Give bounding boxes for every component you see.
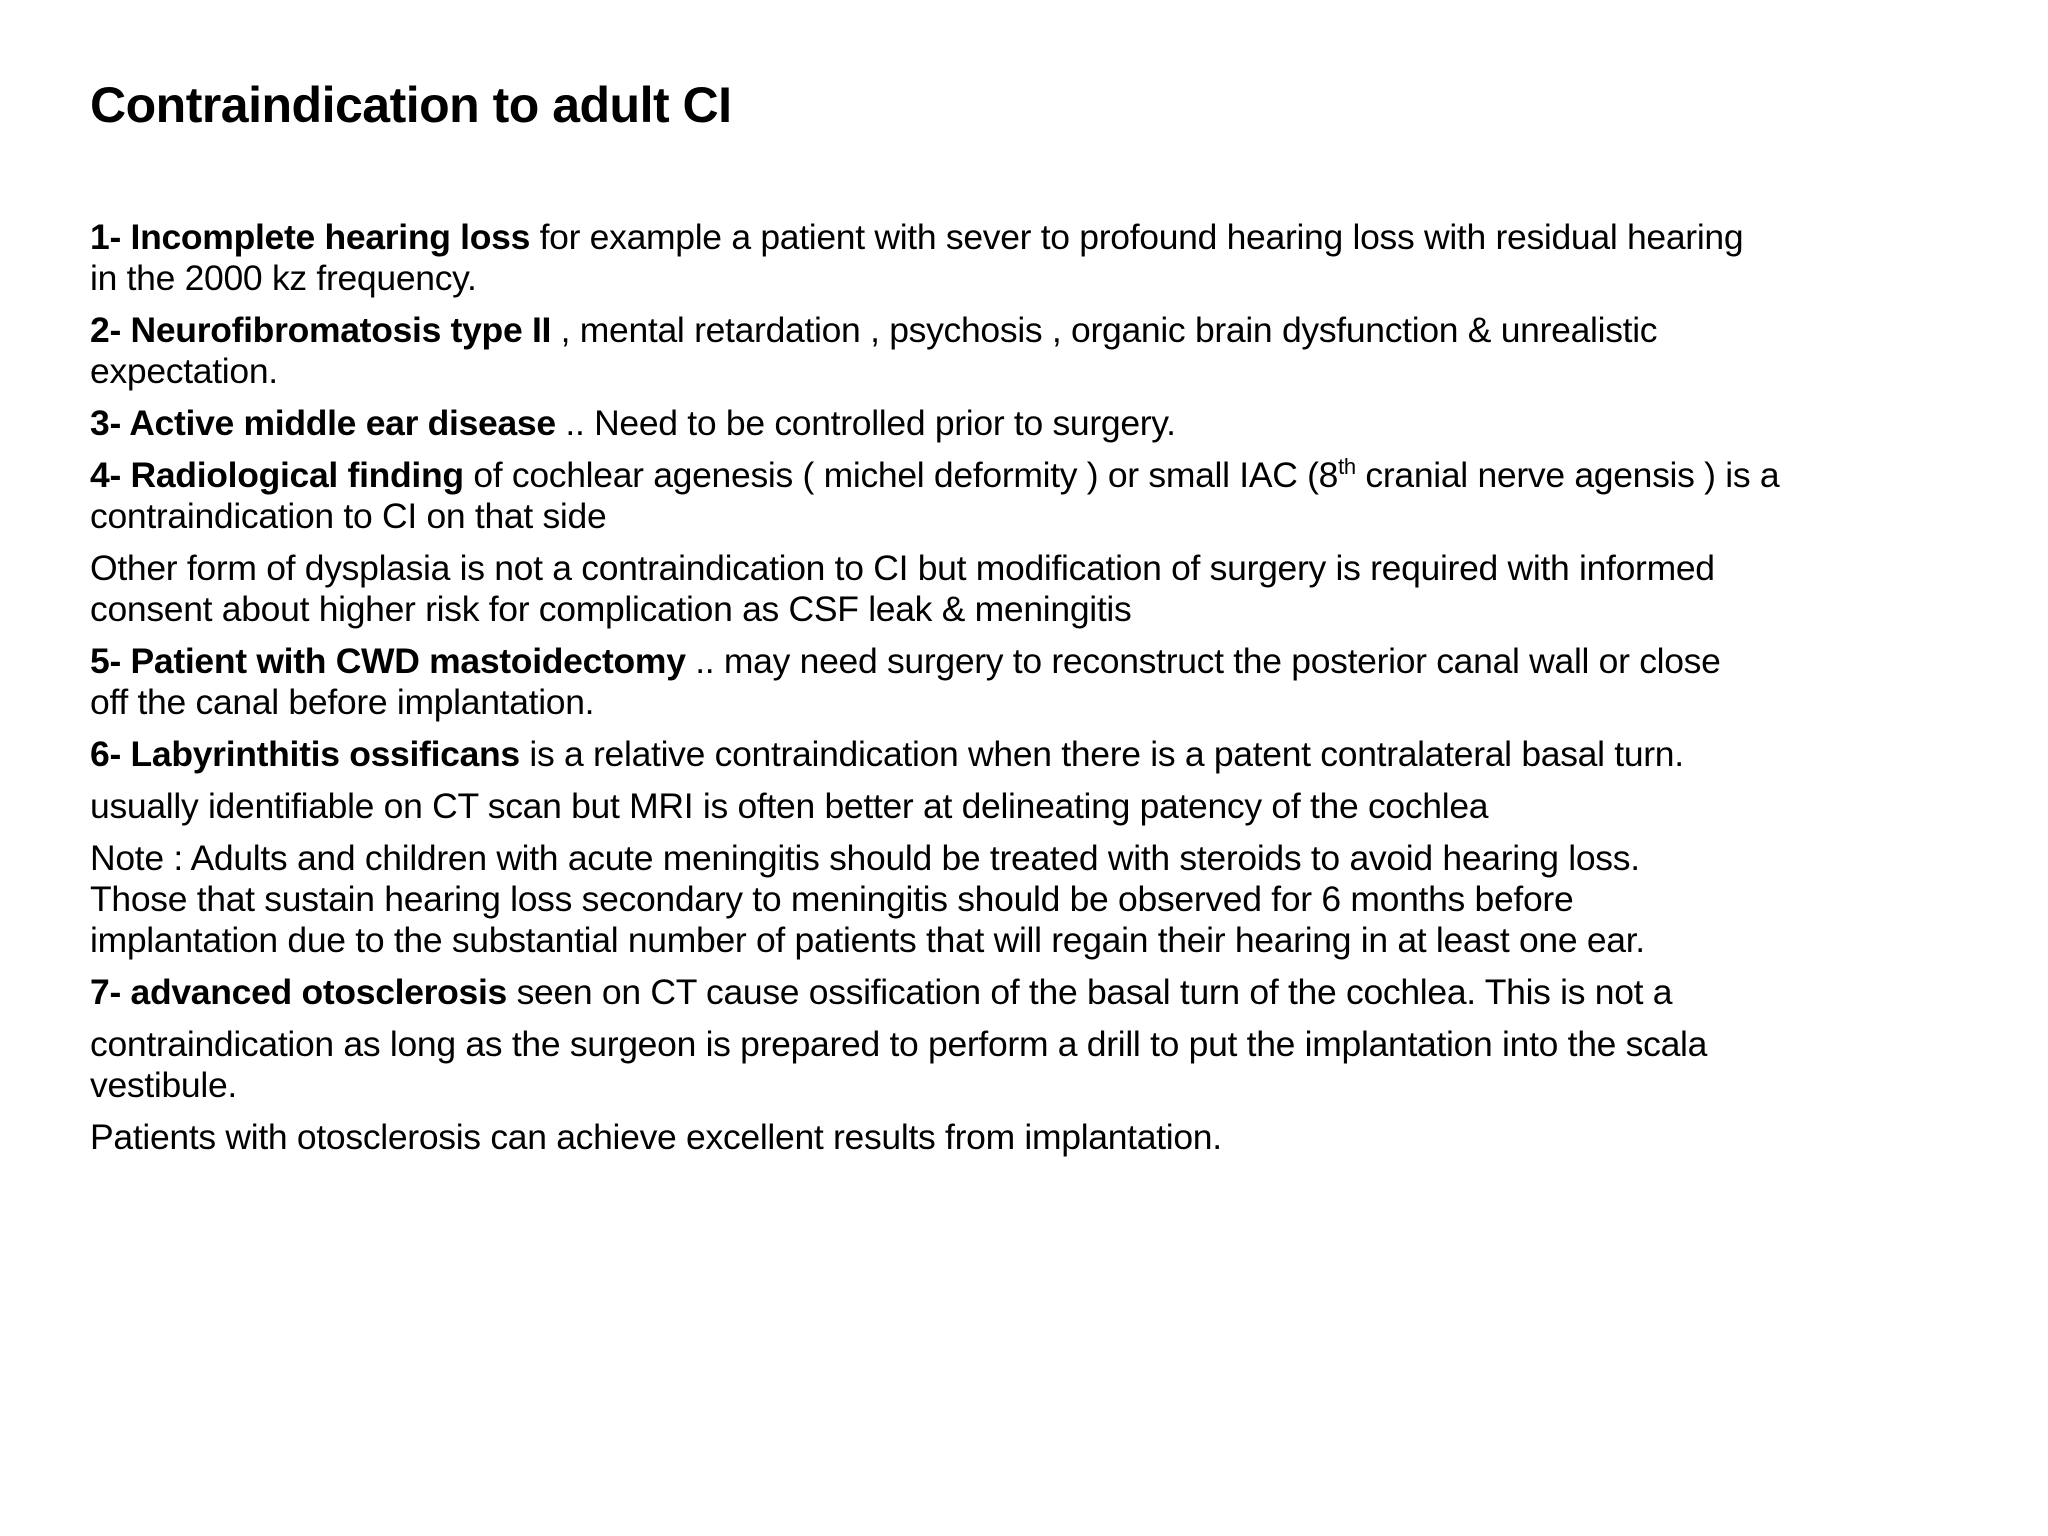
item-text: off the canal before implantation.: [90, 682, 595, 722]
item-text: .. Need to be controlled prior to surgery.: [555, 403, 1176, 443]
slide-title: Contraindication to adult CI: [90, 77, 732, 133]
item-heading: 2- Neurofibromatosis type II: [90, 310, 552, 350]
superscript: th: [1338, 454, 1356, 480]
paragraph-text: implantation due to the substantial number of patients that will regain their hearing in at least one ear.: [90, 920, 1645, 960]
item-labyrinthitis-ossificans: [90, 734, 1990, 775]
item-heading: 7- advanced otosclerosis: [90, 972, 507, 1012]
item-heading: 4- Radiological finding: [90, 455, 464, 495]
item-text: .. may need surgery to reconstruct the posterior canal wall or close: [685, 641, 1721, 681]
paragraph-ct-mri: [90, 786, 1990, 827]
paragraph-text: vestibule.: [90, 1065, 237, 1105]
item-incomplete-hearing-loss: [90, 217, 1990, 299]
item-neurofibromatosis: [90, 310, 1990, 392]
paragraph-text: consent about higher risk for complication as CSF leak & meningitis: [90, 589, 1132, 629]
paragraph-note-meningitis: [90, 838, 1990, 961]
item-line: [90, 310, 1990, 351]
item-heading: 1- Incomplete hearing loss: [90, 217, 531, 257]
item-text: seen on CT cause ossification of the basal turn of the cochlea. This is not a: [507, 972, 1673, 1012]
item-active-middle-ear-disease: [90, 403, 1990, 444]
paragraph-text: usually identifiable on CT scan but MRI is often better at delineating patency of the cochlea: [90, 786, 1489, 826]
paragraph-text: Patients with otosclerosis can achieve excellent results from implantation.: [90, 1117, 1222, 1157]
item-line: [90, 734, 1990, 775]
item-heading: 5- Patient with CWD mastoidectomy: [90, 641, 686, 681]
item-radiological-finding: [90, 455, 1990, 537]
paragraph-text: Other form of dysplasia is not a contraindication to CI but modification of surgery is required with informed: [90, 548, 1715, 588]
item-line: [90, 403, 1990, 444]
item-line: [90, 641, 1990, 682]
item-text: for example a patient with sever to profound hearing loss with residual hearing: [530, 217, 1744, 257]
paragraph-otosclerosis-results: [90, 1117, 1990, 1158]
item-text: , mental retardation , psychosis , organic brain dysfunction & unrealistic: [551, 310, 1658, 350]
item-advanced-otosclerosis: [90, 972, 1990, 1013]
item-heading: 6- Labyrinthitis ossificans: [90, 734, 520, 774]
paragraph-text: Those that sustain hearing loss secondary to meningitis should be observed for 6 months before: [90, 879, 1574, 919]
item-line: [90, 972, 1990, 1013]
item-text: is a relative contraindication when there is a patent contralateral basal turn.: [519, 734, 1684, 774]
item-text: cranial nerve agensis ) is a: [1355, 455, 1780, 495]
item-text: of cochlear agenesis ( michel deformity ) or small IAC (8: [463, 455, 1339, 495]
item-text: expectation.: [90, 351, 278, 391]
item-line: [90, 217, 1990, 258]
item-text: in the 2000 kz frequency.: [90, 258, 477, 298]
item-line: [90, 455, 1990, 496]
paragraph-other-dysplasia: [90, 548, 1990, 630]
paragraph-drill-scala: [90, 1024, 1990, 1106]
item-cwd-mastoidectomy: [90, 641, 1990, 723]
item-text: contraindication to CI on that side: [90, 496, 607, 536]
paragraph-text: contraindication as long as the surgeon is prepared to perform a drill to put the implantation into the scala: [90, 1024, 1708, 1064]
paragraph-text: Note : Adults and children with acute meningitis should be treated with steroids to avoid hearing loss.: [90, 838, 1640, 878]
slide-body: [90, 217, 1990, 1169]
item-heading: 3- Active middle ear disease: [90, 403, 556, 443]
